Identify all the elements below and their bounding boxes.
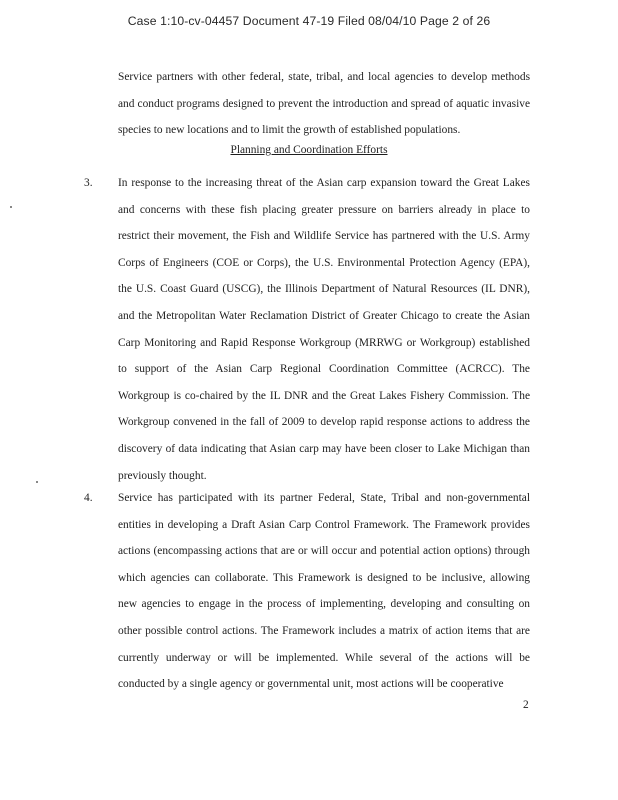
- page-number: 2: [523, 699, 529, 711]
- section-heading: Planning and Coordination Efforts: [230, 144, 388, 156]
- paragraph-text: In response to the increasing threat of the Asian carp expansion toward the Great Lakes and concerns with these fish placing greater pressure on barriers already in place to restrict their movement, the Fish and Wildlife Service has partnered with the U.S. Army Corps of Engineers (COE or Corps), the U.S. Environmental Protection Agency (EPA), the U.S. Coast Guard (USCG), the Illinois Department of Natural Resources (IL DNR), and the Metropolitan Water Reclamation District of Greater Chicago to create the Asian Carp Monitoring and Rapid Response Workgroup (MRRWG or Workgroup) established to support of the Asian Carp Regional Coordination Committee (ACRCC). The Workgroup is co-chaired by the IL DNR and the Great Lakes Fishery Commission. The Workgroup convened in the fall of 2009 to develop rapid response actions to address the discovery of data indicating that Asian carp may have been closer to Lake Michigan than previously thought.: [118, 177, 530, 482]
- scan-speck: [10, 206, 12, 208]
- intro-paragraph: Service partners with other federal, state, tribal, and local agencies to develop methods and conduct programs designed to prevent the introduction and spread of aquatic invasive species to new locations and to limit the growth of established populations.: [118, 71, 530, 137]
- paragraph-number: 3.: [84, 177, 93, 189]
- scan-speck: [36, 481, 38, 483]
- paragraph-number: 4.: [84, 492, 93, 504]
- court-filing-header: Case 1:10-cv-04457 Document 47-19 Filed 08/04/10 Page 2 of 26: [127, 14, 491, 28]
- paragraph-text: Service has participated with its partner Federal, State, Tribal and non-governmental entities in developing a Draft Asian Carp Control Framework. The Framework provides actions (encompassing actions that are or will occur and potential action options) through which agencies can collaborate. This Framework is designed to be inclusive, allowing new agencies to engage in the process of implementing, developing and consulting on other possible control actions. The Framework includes a matrix of action items that are currently underway or will be implemented. While several of the actions will be conducted by a single agency or governmental unit, most actions will be cooperative: [118, 492, 530, 691]
